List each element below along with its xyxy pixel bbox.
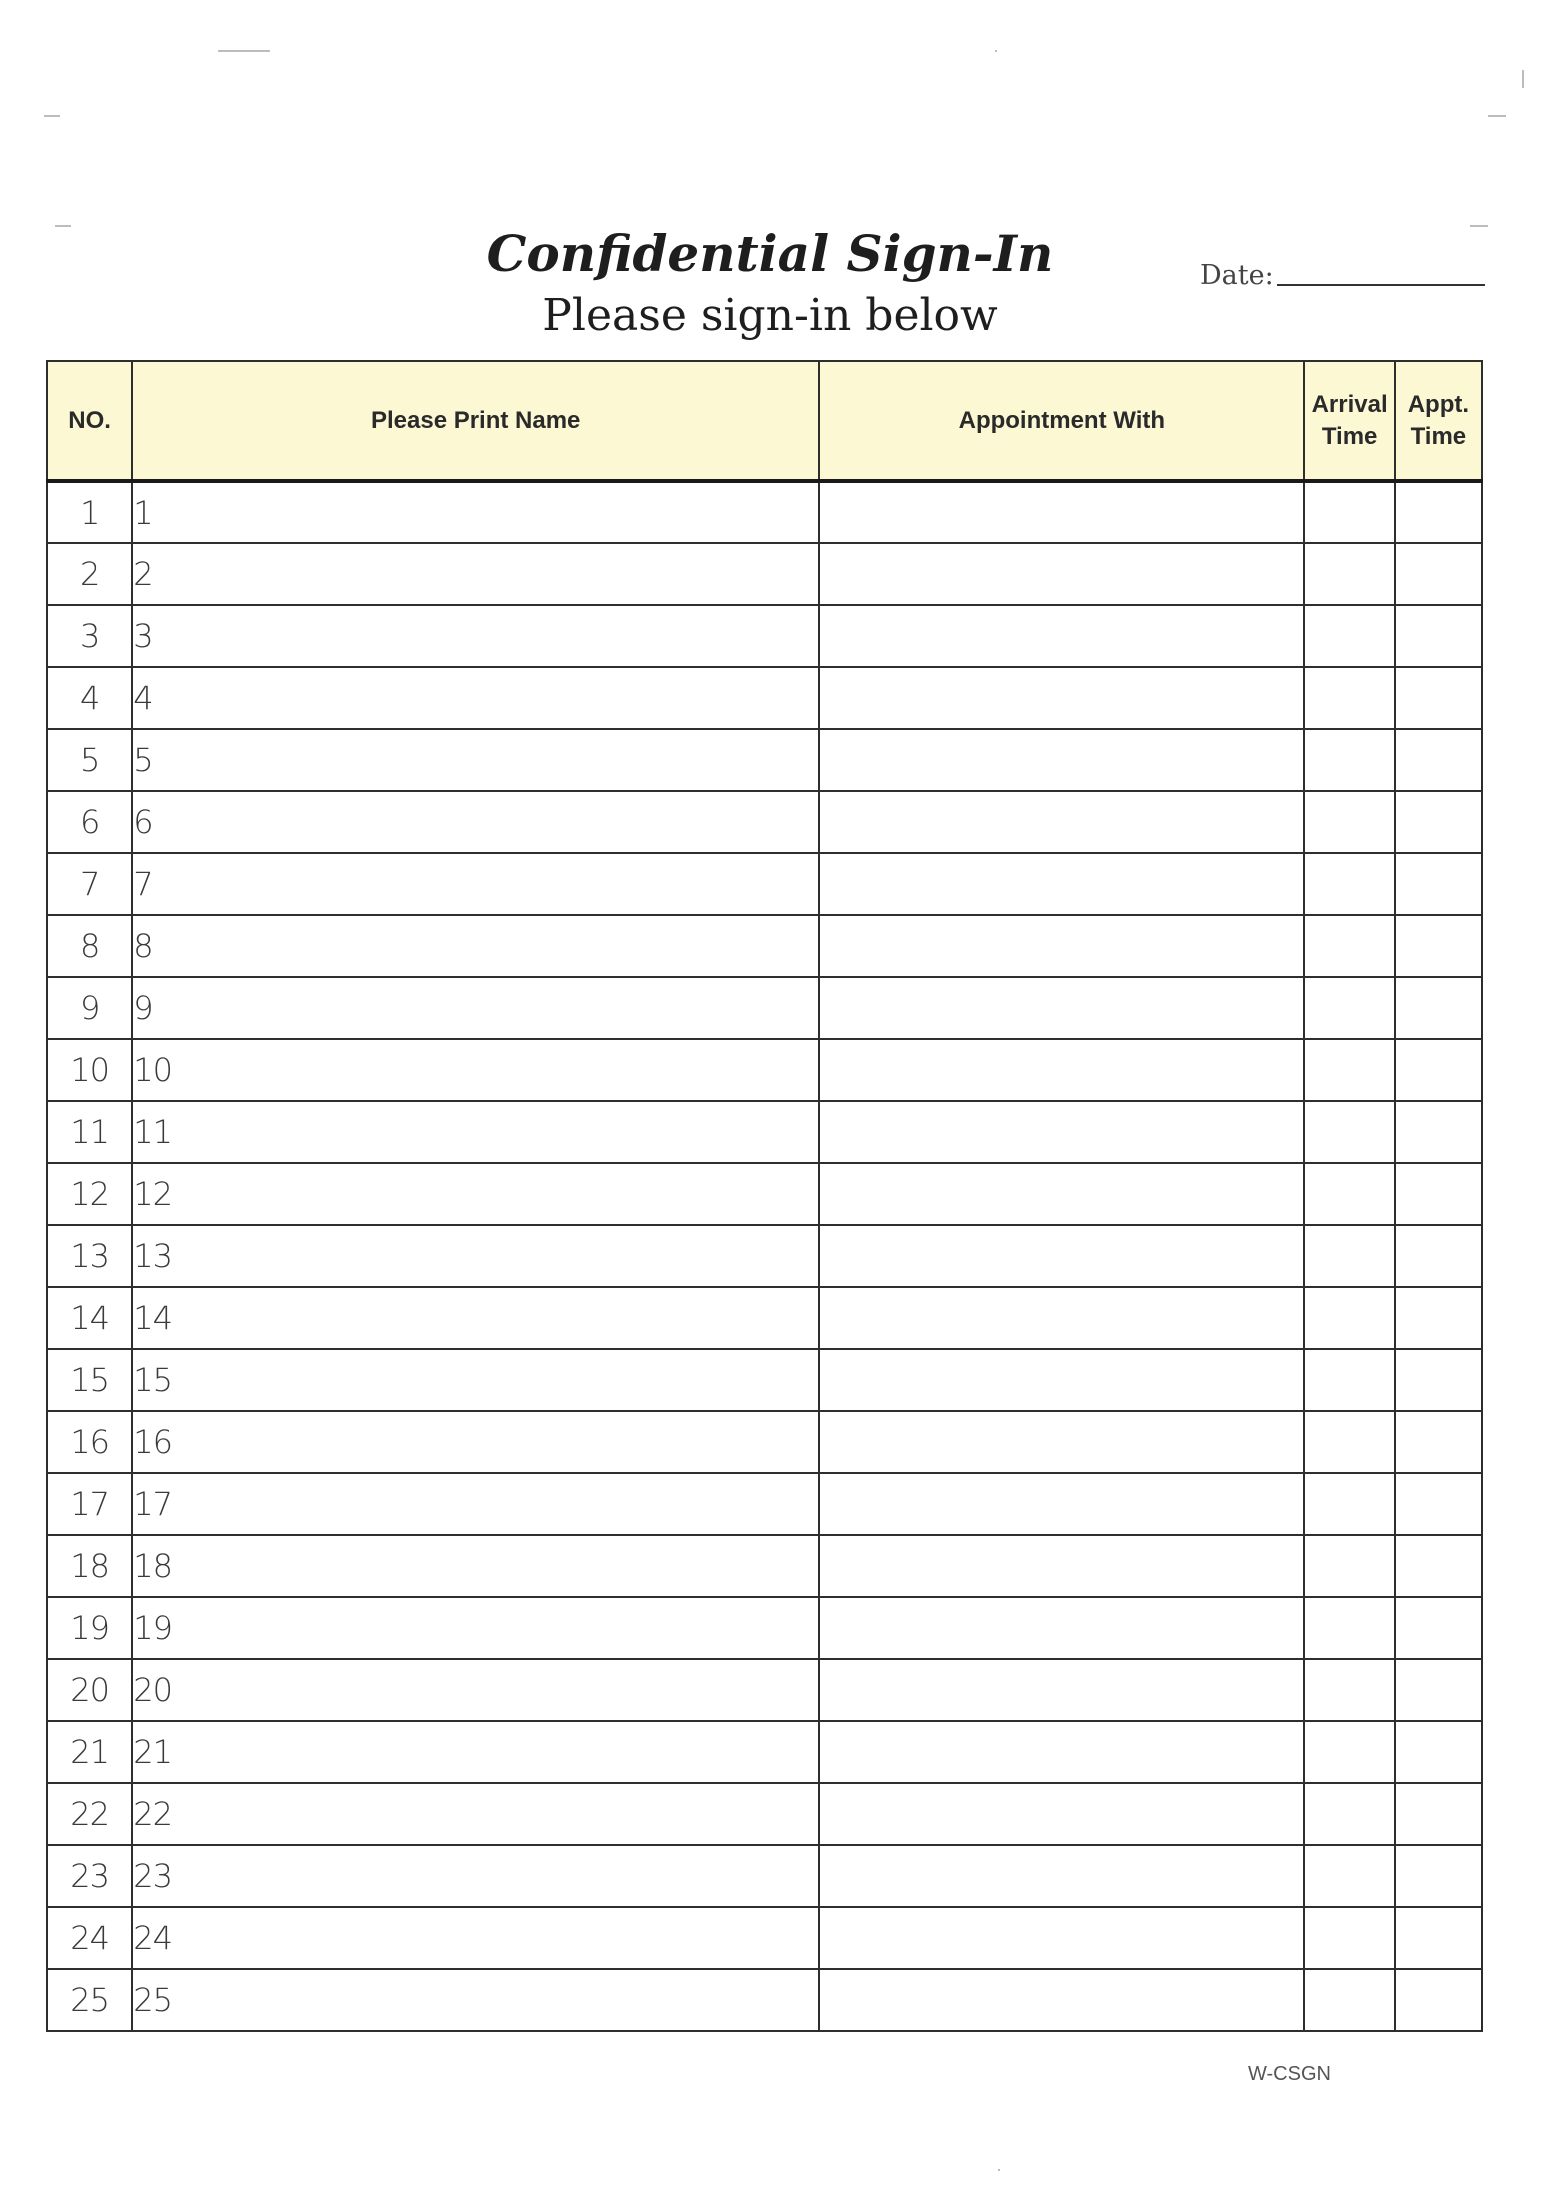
- appt-time-cell[interactable]: [1395, 1783, 1482, 1845]
- form-title: Confidential Sign-In: [486, 224, 1054, 283]
- row-number: 18: [47, 1535, 132, 1597]
- appt-time-cell[interactable]: [1395, 977, 1482, 1039]
- table-row: [47, 667, 1482, 729]
- arrival-time-cell[interactable]: [1304, 977, 1394, 1039]
- table-row: [47, 1163, 1482, 1225]
- table-header-row: [47, 361, 1482, 481]
- name-cell[interactable]: 8: [132, 915, 819, 977]
- name-cell[interactable]: 18: [132, 1535, 819, 1597]
- header-appt-time: Appt. Time: [1395, 361, 1482, 481]
- row-number: 10: [47, 1039, 132, 1101]
- appointment-cell[interactable]: [819, 729, 1304, 791]
- table-row: [47, 1039, 1482, 1101]
- name-cell[interactable]: 11: [132, 1101, 819, 1163]
- table-row: [47, 1101, 1482, 1163]
- appt-time-cell[interactable]: [1395, 1659, 1482, 1721]
- row-number: 22: [47, 1783, 132, 1845]
- row-number: 2: [47, 543, 132, 605]
- appointment-cell[interactable]: [819, 1845, 1304, 1907]
- arrival-time-cell[interactable]: [1304, 1969, 1394, 2031]
- appointment-cell[interactable]: [819, 605, 1304, 667]
- appt-time-cell[interactable]: [1395, 1039, 1482, 1101]
- appointment-cell[interactable]: [819, 1287, 1304, 1349]
- table-body: [47, 481, 1482, 2031]
- appointment-cell[interactable]: [819, 1535, 1304, 1597]
- table-row: [47, 1473, 1482, 1535]
- appt-time-cell[interactable]: [1395, 1101, 1482, 1163]
- arrival-time-cell[interactable]: [1304, 1473, 1394, 1535]
- arrival-time-cell[interactable]: [1304, 667, 1394, 729]
- appointment-cell[interactable]: [819, 481, 1304, 543]
- date-field[interactable]: [1200, 258, 1490, 298]
- row-number: 13: [47, 1225, 132, 1287]
- table-row: [47, 977, 1482, 1039]
- row-number: 14: [47, 1287, 132, 1349]
- appt-time-cell[interactable]: [1395, 1969, 1482, 2031]
- arrival-time-cell[interactable]: [1304, 1721, 1394, 1783]
- appointment-cell[interactable]: [819, 977, 1304, 1039]
- arrival-time-cell[interactable]: [1304, 1783, 1394, 1845]
- row-number: 19: [47, 1597, 132, 1659]
- appt-time-cell[interactable]: [1395, 605, 1482, 667]
- appt-time-cell[interactable]: [1395, 667, 1482, 729]
- appointment-cell[interactable]: [819, 1721, 1304, 1783]
- name-cell[interactable]: 9: [132, 977, 819, 1039]
- name-cell[interactable]: 24: [132, 1907, 819, 1969]
- arrival-time-cell[interactable]: [1304, 1163, 1394, 1225]
- table-row: [47, 1721, 1482, 1783]
- appointment-cell[interactable]: [819, 1597, 1304, 1659]
- arrival-time-cell[interactable]: [1304, 853, 1394, 915]
- appt-time-cell[interactable]: [1395, 543, 1482, 605]
- arrival-time-cell[interactable]: [1304, 791, 1394, 853]
- table-row: [47, 1907, 1482, 1969]
- appointment-cell[interactable]: [819, 1225, 1304, 1287]
- header-no: NO.: [47, 361, 132, 481]
- row-number: 15: [47, 1349, 132, 1411]
- arrival-time-cell[interactable]: [1304, 481, 1394, 543]
- appt-time-cell[interactable]: [1395, 1411, 1482, 1473]
- appointment-cell[interactable]: [819, 1411, 1304, 1473]
- row-number: 5: [47, 729, 132, 791]
- crop-mark: [1488, 115, 1506, 117]
- arrival-time-cell[interactable]: [1304, 1845, 1394, 1907]
- row-number: 20: [47, 1659, 132, 1721]
- appointment-cell[interactable]: [819, 1163, 1304, 1225]
- arrival-time-cell[interactable]: [1304, 543, 1394, 605]
- appt-time-cell[interactable]: [1395, 791, 1482, 853]
- appointment-cell[interactable]: [819, 1101, 1304, 1163]
- appointment-cell[interactable]: [819, 791, 1304, 853]
- name-cell[interactable]: 1: [132, 481, 819, 543]
- table-row: [47, 1349, 1482, 1411]
- crop-mark: [218, 50, 270, 52]
- table-row: [47, 1225, 1482, 1287]
- header-name: Please Print Name: [132, 361, 819, 481]
- arrival-time-cell[interactable]: [1304, 1907, 1394, 1969]
- name-cell[interactable]: 15: [132, 1349, 819, 1411]
- row-number: 1: [47, 481, 132, 543]
- appt-time-cell[interactable]: [1395, 853, 1482, 915]
- appt-time-cell[interactable]: [1395, 729, 1482, 791]
- table-row: [47, 1969, 1482, 2031]
- appt-time-cell[interactable]: [1395, 1163, 1482, 1225]
- table-row: [47, 915, 1482, 977]
- name-cell[interactable]: 12: [132, 1163, 819, 1225]
- row-number: 11: [47, 1101, 132, 1163]
- name-cell[interactable]: 23: [132, 1845, 819, 1907]
- table-row: [47, 1535, 1482, 1597]
- appointment-cell[interactable]: [819, 853, 1304, 915]
- appointment-cell[interactable]: [819, 1349, 1304, 1411]
- row-number: 21: [47, 1721, 132, 1783]
- table-row: [47, 1597, 1482, 1659]
- name-cell[interactable]: 16: [132, 1411, 819, 1473]
- row-number: 4: [47, 667, 132, 729]
- date-label: Date:: [1200, 260, 1274, 291]
- arrival-time-cell[interactable]: [1304, 1535, 1394, 1597]
- appointment-cell[interactable]: [819, 1473, 1304, 1535]
- name-cell[interactable]: 13: [132, 1225, 819, 1287]
- name-cell[interactable]: 4: [132, 667, 819, 729]
- name-cell[interactable]: 6: [132, 791, 819, 853]
- appointment-cell[interactable]: [819, 1907, 1304, 1969]
- appointment-cell[interactable]: [819, 1039, 1304, 1101]
- table-row: [47, 1659, 1482, 1721]
- row-number: 23: [47, 1845, 132, 1907]
- appt-time-cell[interactable]: [1395, 1907, 1482, 1969]
- table-row: [47, 481, 1482, 543]
- header-appointment: Appointment With: [819, 361, 1304, 481]
- arrival-time-cell[interactable]: [1304, 729, 1394, 791]
- name-cell[interactable]: 17: [132, 1473, 819, 1535]
- header-arrival-time: Arrival Time: [1304, 361, 1394, 481]
- name-cell[interactable]: 14: [132, 1287, 819, 1349]
- arrival-time-cell[interactable]: [1304, 1597, 1394, 1659]
- name-cell[interactable]: 20: [132, 1659, 819, 1721]
- arrival-time-cell[interactable]: [1304, 1287, 1394, 1349]
- table-row: [47, 729, 1482, 791]
- crop-mark: [1522, 70, 1524, 88]
- name-cell[interactable]: 7: [132, 853, 819, 915]
- crop-mark: [995, 50, 997, 52]
- table-row: [47, 543, 1482, 605]
- crop-mark: [55, 225, 71, 227]
- arrival-time-cell[interactable]: [1304, 605, 1394, 667]
- row-number: 9: [47, 977, 132, 1039]
- name-cell[interactable]: 2: [132, 543, 819, 605]
- row-number: 6: [47, 791, 132, 853]
- table-row: [47, 1287, 1482, 1349]
- row-number: 7: [47, 853, 132, 915]
- row-number: 16: [47, 1411, 132, 1473]
- table-row: [47, 791, 1482, 853]
- row-number: 3: [47, 605, 132, 667]
- crop-mark: [1470, 225, 1488, 227]
- appointment-cell[interactable]: [819, 667, 1304, 729]
- name-cell[interactable]: 25: [132, 1969, 819, 2031]
- appt-time-cell[interactable]: [1395, 1597, 1482, 1659]
- name-cell[interactable]: 10: [132, 1039, 819, 1101]
- appt-time-cell[interactable]: [1395, 1349, 1482, 1411]
- arrival-time-cell[interactable]: [1304, 915, 1394, 977]
- arrival-time-cell[interactable]: [1304, 1349, 1394, 1411]
- name-cell[interactable]: 19: [132, 1597, 819, 1659]
- table-row: [47, 1783, 1482, 1845]
- appointment-cell[interactable]: [819, 1969, 1304, 2031]
- crop-mark: [998, 2169, 1000, 2171]
- name-cell[interactable]: 3: [132, 605, 819, 667]
- row-number: 8: [47, 915, 132, 977]
- name-cell[interactable]: 5: [132, 729, 819, 791]
- arrival-time-cell[interactable]: [1304, 1101, 1394, 1163]
- appt-time-cell[interactable]: [1395, 481, 1482, 543]
- row-number: 24: [47, 1907, 132, 1969]
- appt-time-cell[interactable]: [1395, 1287, 1482, 1349]
- arrival-time-cell[interactable]: [1304, 1039, 1394, 1101]
- appointment-cell[interactable]: [819, 1783, 1304, 1845]
- table-row: [47, 1845, 1482, 1907]
- row-number: 17: [47, 1473, 132, 1535]
- arrival-time-cell[interactable]: [1304, 1411, 1394, 1473]
- table-row: [47, 1411, 1482, 1473]
- row-number: 25: [47, 1969, 132, 2031]
- appt-time-cell[interactable]: [1395, 1721, 1482, 1783]
- row-number: 12: [47, 1163, 132, 1225]
- table-row: [47, 853, 1482, 915]
- crop-mark: [44, 115, 60, 117]
- appt-time-cell[interactable]: [1395, 1845, 1482, 1907]
- form-code: W-CSGN: [1248, 2063, 1331, 2085]
- table-row: [47, 605, 1482, 667]
- name-cell[interactable]: 22: [132, 1783, 819, 1845]
- appointment-cell[interactable]: [819, 1659, 1304, 1721]
- appt-time-cell[interactable]: [1395, 1535, 1482, 1597]
- appt-time-cell[interactable]: [1395, 915, 1482, 977]
- sign-in-table: [46, 360, 1483, 2032]
- appt-time-cell[interactable]: [1395, 1473, 1482, 1535]
- arrival-time-cell[interactable]: [1304, 1659, 1394, 1721]
- appointment-cell[interactable]: [819, 543, 1304, 605]
- date-blank-line[interactable]: [1277, 284, 1485, 286]
- appt-time-cell[interactable]: [1395, 1225, 1482, 1287]
- appointment-cell[interactable]: [819, 915, 1304, 977]
- form-subtitle: Please sign-in below: [542, 290, 998, 341]
- arrival-time-cell[interactable]: [1304, 1225, 1394, 1287]
- name-cell[interactable]: 21: [132, 1721, 819, 1783]
